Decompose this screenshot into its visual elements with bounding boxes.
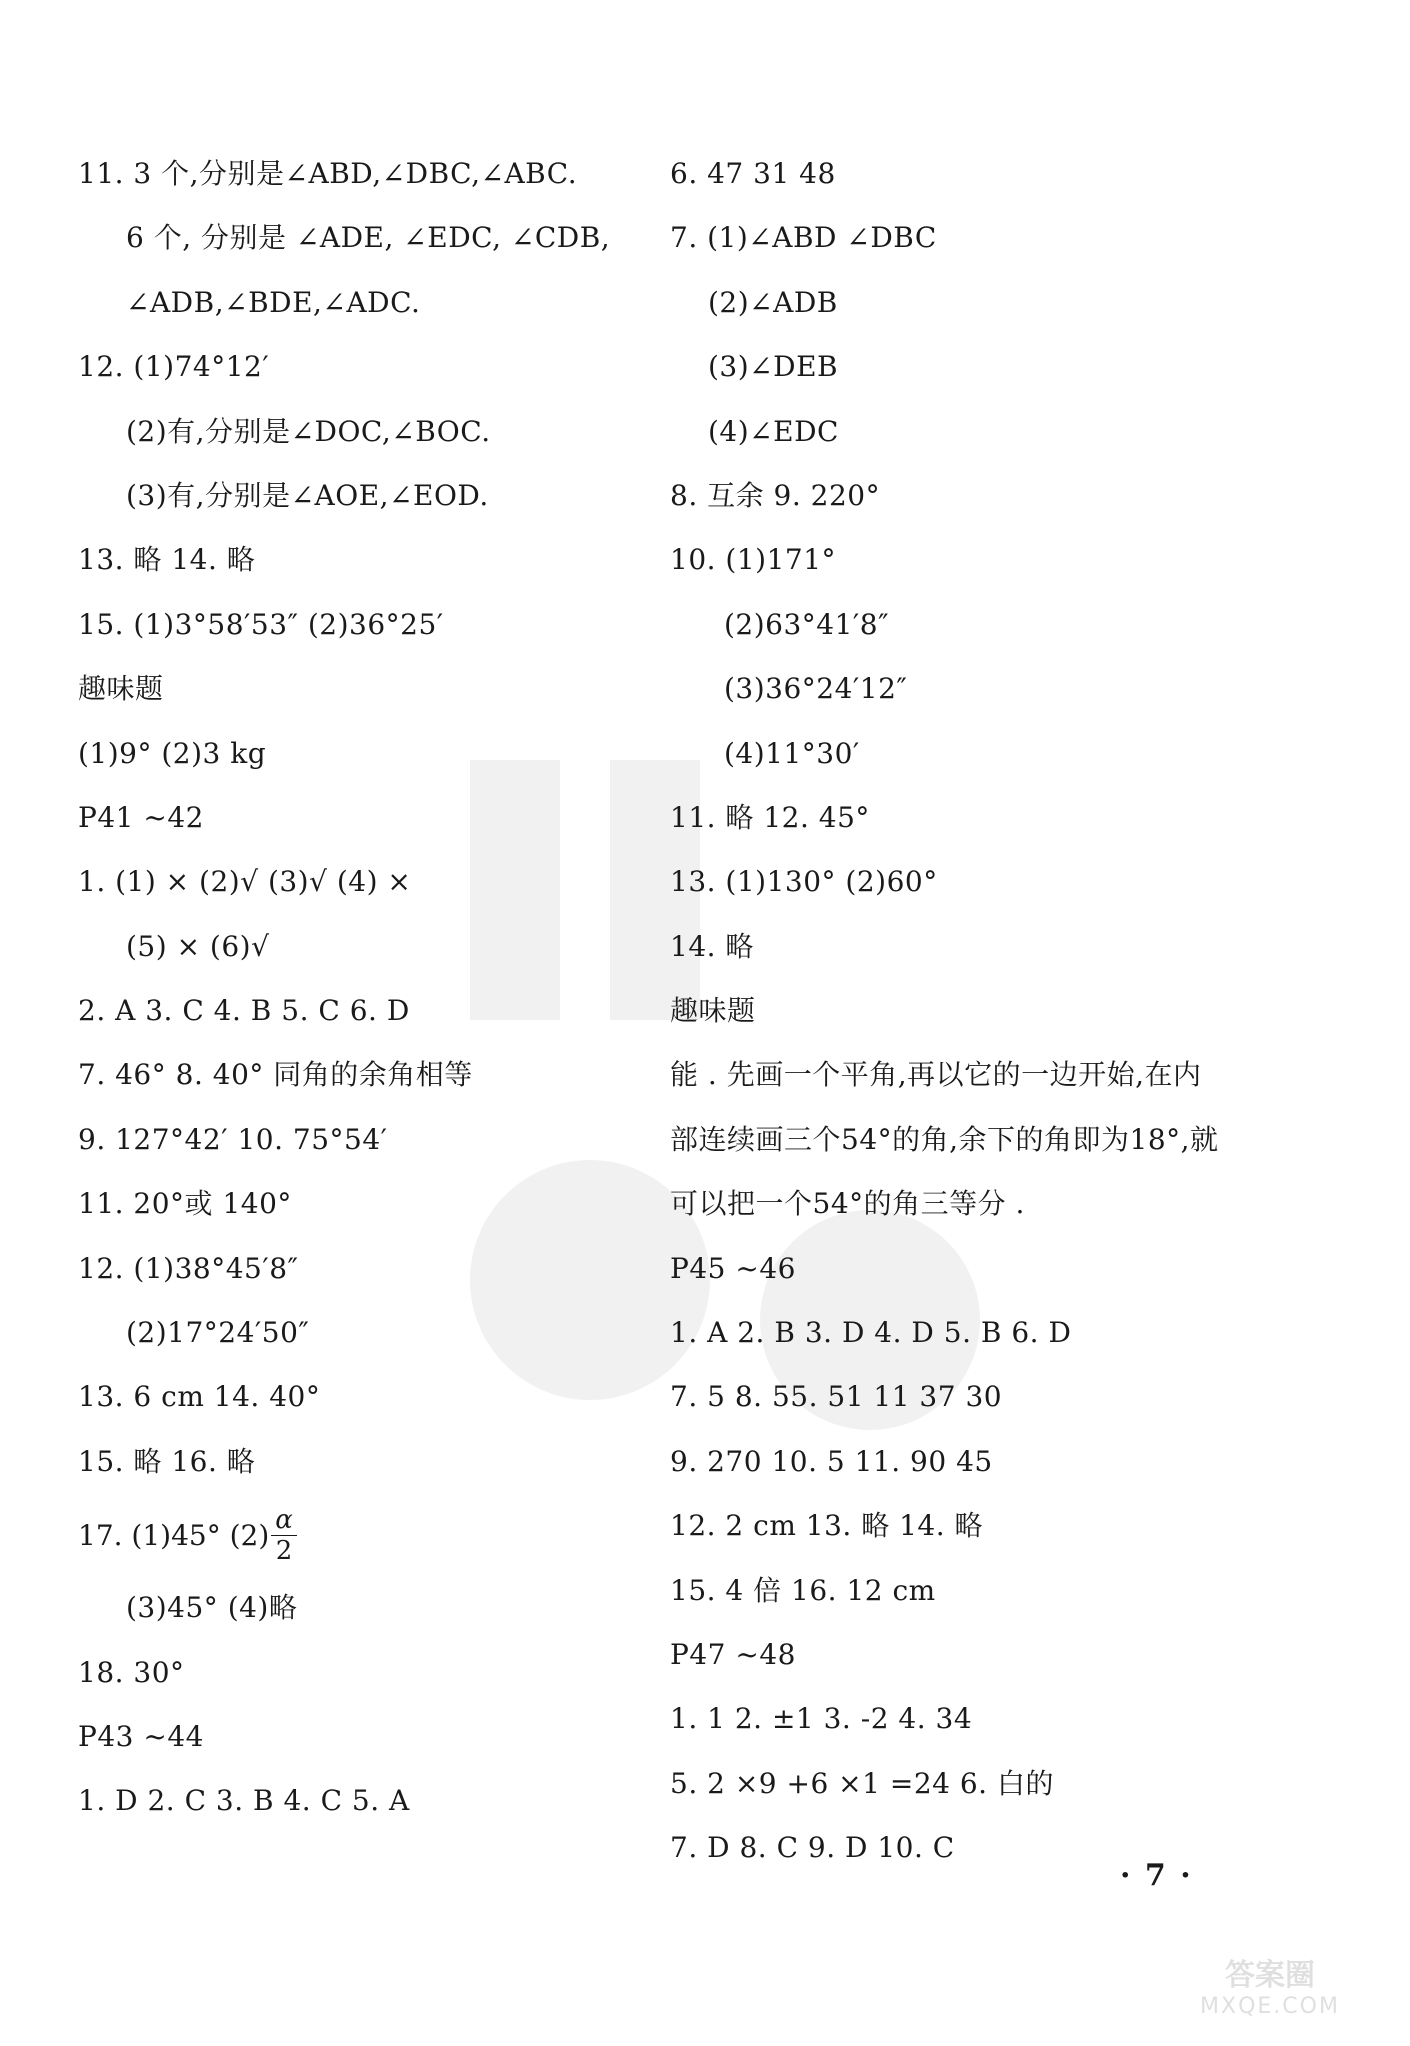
- answer-line: 11. 3 个,分别是∠ABD,∠DBC,∠ABC.: [78, 157, 578, 190]
- page-range-heading: P45 ~46: [670, 1251, 796, 1285]
- answer-line: 7. D 8. C 9. D 10. C: [670, 1831, 955, 1865]
- answer-line: 1. D 2. C 3. B 4. C 5. A: [78, 1784, 410, 1818]
- right-answer-column: [670, 142, 1330, 1881]
- answer-line: 12. (1)74°12′: [78, 350, 270, 384]
- answer-line: 7. 46° 8. 40° 同角的余角相等: [78, 1058, 473, 1092]
- answer-line: 15. 4 倍 16. 12 cm: [670, 1573, 936, 1607]
- answer-line: 1. A 2. B 3. D 4. D 5. B 6. D: [670, 1316, 1072, 1350]
- page-range-heading: P47 ~48: [670, 1637, 796, 1671]
- answer-line: 10. (1)171°: [670, 543, 837, 577]
- fraction: [271, 1504, 297, 1566]
- section-heading: 趣味题: [670, 994, 756, 1028]
- answer-line: 2. A 3. C 4. B 5. C 6. D: [78, 994, 410, 1028]
- answer-line: (2)有,分别是∠DOC,∠BOC.: [126, 414, 491, 448]
- site-watermark: [1140, 1950, 1400, 2040]
- answer-line: 18. 30°: [78, 1655, 185, 1689]
- left-answer-column: [78, 142, 658, 1834]
- answer-line: 12. 2 cm 13. 略 14. 略: [670, 1509, 984, 1543]
- answer-line: 9. 270 10. 5 11. 90 45: [670, 1444, 993, 1478]
- answer-line: 15. (1)3°58′53″ (2)36°25′: [78, 607, 444, 641]
- answer-line: 1. 1 2. ±1 3. -2 4. 34: [670, 1702, 973, 1736]
- answer-line: 5. 2 ×9 +6 ×1 =24 6. 白的: [670, 1766, 1054, 1800]
- section-heading: 趣味题: [78, 672, 164, 706]
- watermark-title: 答案圈: [1225, 1958, 1315, 1993]
- page-range-heading: P43 ~44: [78, 1719, 204, 1753]
- page-range-heading: P41 ~42: [78, 800, 204, 834]
- answer-line: (3)45° (4)略: [126, 1591, 298, 1625]
- answer-line: 8. 互余 9. 220°: [670, 478, 881, 512]
- fraction-numerator: α: [271, 1507, 297, 1536]
- answer-line: 13. (1)130° (2)60°: [670, 865, 938, 899]
- answer-paragraph-line: 能 . 先画一个平角,再以它的一边开始,在内: [670, 1058, 1202, 1092]
- answer-line: 1. (1) × (2)√ (3)√ (4) ×: [78, 865, 412, 899]
- page-number: · 7 ·: [1120, 1858, 1193, 1893]
- answer-line: (4)∠EDC: [708, 414, 839, 448]
- answer-line: (5) × (6)√: [126, 929, 270, 963]
- answer-paragraph-line: 部连续画三个54°的角,余下的角即为18°,就: [670, 1122, 1219, 1156]
- answer-line: (2)17°24′50″: [126, 1316, 310, 1350]
- answer-line: ∠ADB,∠BDE,∠ADC.: [126, 285, 421, 319]
- answer-line: (3)36°24′12″: [724, 672, 908, 706]
- answer-line: 7. (1)∠ABD ∠DBC: [670, 221, 937, 255]
- answer-line: (3)有,分别是∠AOE,∠EOD.: [126, 478, 489, 512]
- fraction-denominator: 2: [275, 1535, 293, 1566]
- answer-line: (4)11°30′: [724, 736, 860, 770]
- answer-line: 11. 略 12. 45°: [670, 800, 870, 834]
- watermark-url: MXQE.COM: [1200, 1994, 1340, 2019]
- answer-line-fraction: [78, 1494, 658, 1576]
- answer-line: 11. 20°或 140°: [78, 1187, 292, 1221]
- answer-line: 7. 5 8. 55. 51 11 37 30: [670, 1380, 1003, 1414]
- answer-line: 6 个, 分别是 ∠ADE, ∠EDC, ∠CDB,: [126, 221, 611, 255]
- answer-line: 12. (1)38°45′8″: [78, 1251, 299, 1285]
- answer-line: 15. 略 16. 略: [78, 1444, 256, 1478]
- answer-line: (3)∠DEB: [708, 350, 839, 384]
- answer-line: 14. 略: [670, 929, 754, 963]
- answer-line: (2)63°41′8″: [724, 607, 890, 641]
- answer-line: (2)∠ADB: [708, 285, 838, 319]
- answer-line: 9. 127°42′ 10. 75°54′: [78, 1122, 388, 1156]
- answer-paragraph-line: 可以把一个54°的角三等分 .: [670, 1187, 1025, 1221]
- answer-line: (1)9° (2)3 kg: [78, 736, 267, 770]
- answer-line: 13. 略 14. 略: [78, 543, 256, 577]
- answer-line: 13. 6 cm 14. 40°: [78, 1380, 321, 1414]
- fraction-prefix: 17. (1)45° (2): [78, 1518, 270, 1552]
- answer-line: 6. 47 31 48: [670, 157, 836, 190]
